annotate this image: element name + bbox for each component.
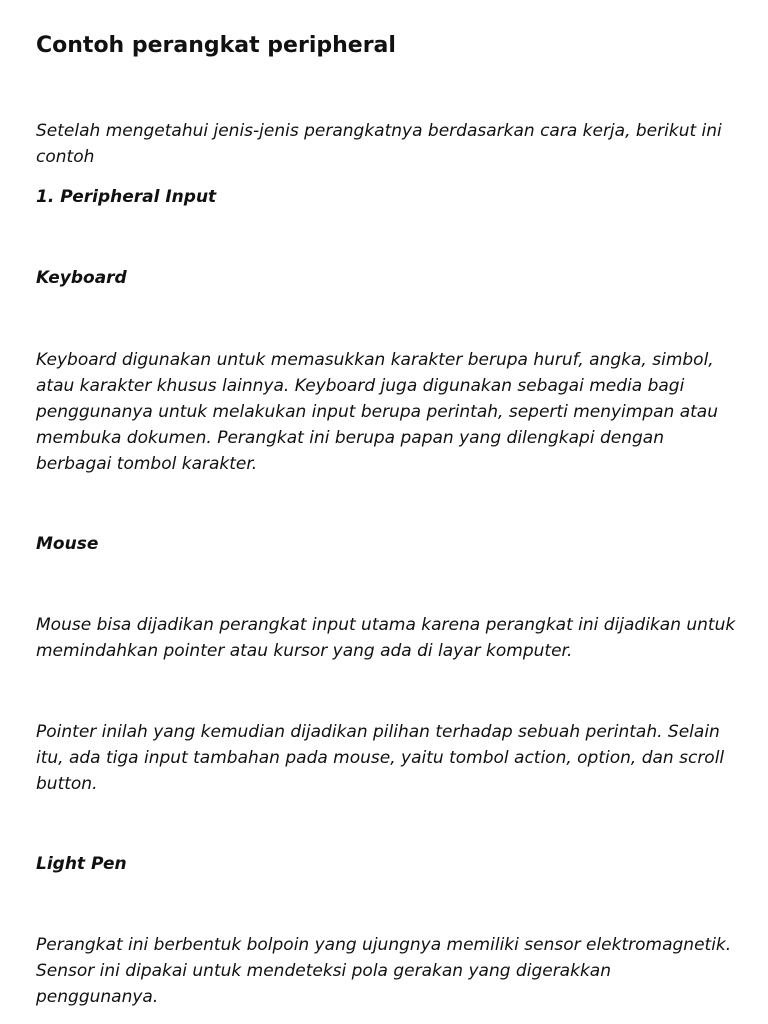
- keyboard-heading: Keyboard: [36, 268, 127, 288]
- mouse-heading: Mouse: [36, 534, 99, 554]
- light-pen-paragraph: Perangkat ini berbentuk bolpoin yang ujungnya memiliki sensor elektromagnetik. Sensor ini dipakai untuk mendeteksi pola gerakan yang digerakkan penggunanya.: [36, 935, 732, 1007]
- mouse-paragraph-2: Pointer inilah yang kemudian dijadikan pilihan terhadap sebuah perintah. Selain itu, ada tiga input tambahan pada mouse, yaitu tombol action, option, dan scroll button.: [36, 722, 725, 794]
- keyboard-paragraph: Keyboard digunakan untuk memasukkan karakter berupa huruf, angka, simbol, atau karakter khusus lainnya. Keyboard juga digunakan sebagai media bagi penggunanya untuk melakukan input berupa perintah, seperti menyimpan atau membuka dokumen. Perangkat ini berupa papan yang dilengkapi dengan berbagai tombol karakter.: [36, 350, 718, 474]
- section-heading: 1. Peripheral Input: [36, 187, 217, 207]
- intro-paragraph: Setelah mengetahui jenis-jenis perangkatnya berdasarkan cara kerja, berikut ini contoh: [36, 121, 722, 167]
- mouse-paragraph-1: Mouse bisa dijadikan perangkat input utama karena perangkat ini dijadikan untuk memindahkan pointer atau kursor yang ada di layar komputer.: [36, 615, 736, 661]
- light-pen-heading: Light Pen: [36, 854, 127, 874]
- page-title: Contoh perangkat peripheral: [36, 33, 396, 58]
